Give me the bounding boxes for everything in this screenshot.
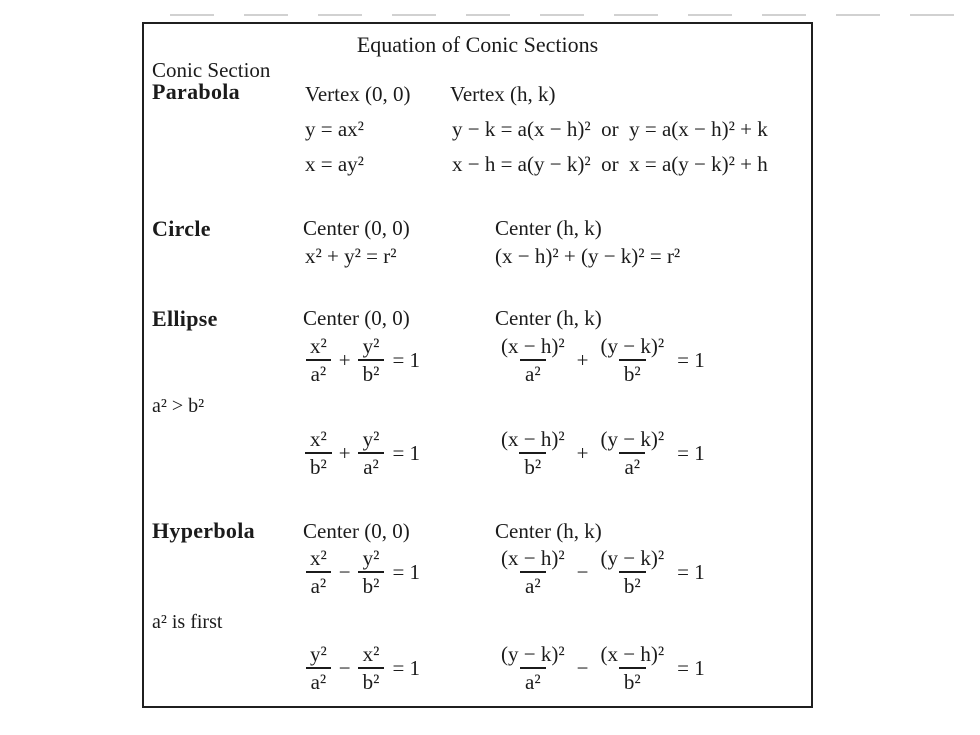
fraction-numerator: (x − h)² [501, 427, 565, 451]
plus-operator: + [338, 347, 351, 372]
worksheet-box [142, 22, 813, 708]
equation-rhs: = 1 [677, 559, 705, 584]
ellipse-shifted-eq-2 [496, 426, 705, 480]
fraction-numerator: x² [362, 642, 380, 666]
fraction [358, 641, 385, 695]
equation-rhs: = 1 [392, 347, 421, 372]
equation-rhs: = 1 [392, 655, 421, 680]
fraction [595, 426, 669, 480]
fraction [305, 545, 332, 599]
fraction-denominator: b² [358, 571, 385, 599]
minus-operator: − [338, 559, 351, 584]
hyperbola-note: a² is first [152, 611, 223, 633]
minus-operator: − [576, 655, 589, 680]
fraction [305, 641, 332, 695]
ellipse-label: Ellipse [152, 306, 218, 331]
plus-operator: + [576, 347, 589, 372]
fraction-numerator: (y − k)² [501, 642, 565, 666]
fraction [496, 545, 570, 599]
equation-rhs: = 1 [677, 440, 705, 465]
fraction-denominator: a² [520, 667, 546, 695]
circle-origin-header: Center (0, 0) [303, 216, 410, 240]
fraction [358, 426, 385, 480]
hyperbola-origin-eq-2 [305, 641, 420, 695]
hyperbola-origin-eq-1 [305, 545, 420, 599]
hyperbola-label: Hyperbola [152, 518, 255, 543]
fraction [358, 333, 385, 387]
equation-rhs: = 1 [392, 559, 421, 584]
fraction-denominator: b² [619, 359, 646, 387]
circle-origin-eq: x² + y² = r² [305, 244, 397, 268]
ellipse-origin-eq-1 [305, 333, 420, 387]
hyperbola-shifted-header: Center (h, k) [495, 519, 602, 543]
ellipse-note: a² > b² [152, 395, 205, 417]
fraction-denominator: a² [306, 571, 332, 599]
circle-shifted-eq: (x − h)² + (y − k)² = r² [495, 244, 681, 268]
fraction-numerator: y² [310, 642, 327, 666]
parabola-shifted-header: Vertex (h, k) [450, 82, 556, 106]
fraction-numerator: (x − h)² [501, 334, 565, 358]
plus-operator: + [338, 440, 351, 465]
fraction-numerator: y² [362, 334, 380, 358]
ellipse-origin-header: Center (0, 0) [303, 306, 410, 330]
parabola-origin-eq-1: y = ax² [305, 117, 364, 141]
fraction-denominator: a² [520, 359, 546, 387]
parabola-origin-eq-2: x = ay² [305, 152, 364, 176]
fraction-denominator: b² [358, 359, 385, 387]
fraction-numerator: (y − k)² [600, 334, 665, 358]
hyperbola-shifted-eq-1 [496, 545, 705, 599]
equation-rhs: = 1 [677, 655, 705, 680]
fraction-denominator: b² [519, 452, 546, 480]
ellipse-shifted-eq-1 [496, 333, 705, 387]
fraction-denominator: b² [305, 452, 332, 480]
minus-operator: − [576, 559, 589, 584]
parabola-shifted-eq-2: x − h = a(y − k)² or x = a(y − k)² + h [452, 152, 768, 176]
column-header-conic-section: Conic Section [152, 58, 271, 82]
parabola-shifted-eq-1: y − k = a(x − h)² or y = a(x − h)² + k [452, 117, 768, 141]
fraction [595, 333, 669, 387]
ellipse-origin-eq-2 [305, 426, 420, 480]
fraction [496, 333, 570, 387]
fraction-denominator: b² [619, 571, 646, 599]
fraction-numerator: y² [362, 427, 380, 451]
hyperbola-shifted-eq-2 [496, 641, 705, 695]
fraction-denominator: b² [358, 667, 385, 695]
parabola-label: Parabola [152, 79, 240, 104]
fraction-numerator: (y − k)² [600, 546, 665, 570]
fraction-numerator: x² [310, 427, 327, 451]
hyperbola-origin-header: Center (0, 0) [303, 519, 410, 543]
plus-operator: + [576, 440, 589, 465]
fraction-numerator: (x − h)² [600, 642, 665, 666]
fraction [496, 641, 570, 695]
circle-shifted-header: Center (h, k) [495, 216, 602, 240]
equation-rhs: = 1 [677, 347, 705, 372]
fraction [496, 426, 570, 480]
fraction-numerator: x² [310, 334, 327, 358]
equation-rhs: = 1 [392, 440, 421, 465]
parabola-origin-header: Vertex (0, 0) [305, 82, 411, 106]
fraction-denominator: a² [619, 452, 645, 480]
ellipse-shifted-header: Center (h, k) [495, 306, 602, 330]
fraction-numerator: (x − h)² [501, 546, 565, 570]
fraction [595, 545, 669, 599]
fraction-denominator: a² [358, 452, 384, 480]
fraction [358, 545, 385, 599]
fraction-denominator: a² [306, 359, 332, 387]
fraction-numerator: (y − k)² [600, 427, 665, 451]
fraction-denominator: a² [520, 571, 546, 599]
page-title: Equation of Conic Sections [356, 32, 599, 57]
circle-label: Circle [152, 216, 211, 241]
minus-operator: − [338, 655, 351, 680]
fraction-numerator: x² [310, 546, 327, 570]
fraction-denominator: b² [619, 667, 646, 695]
fraction [595, 641, 669, 695]
fraction [305, 426, 332, 480]
fraction [305, 333, 332, 387]
fraction-denominator: a² [306, 667, 332, 695]
scan-artifact-line [170, 14, 956, 16]
fraction-numerator: y² [362, 546, 380, 570]
